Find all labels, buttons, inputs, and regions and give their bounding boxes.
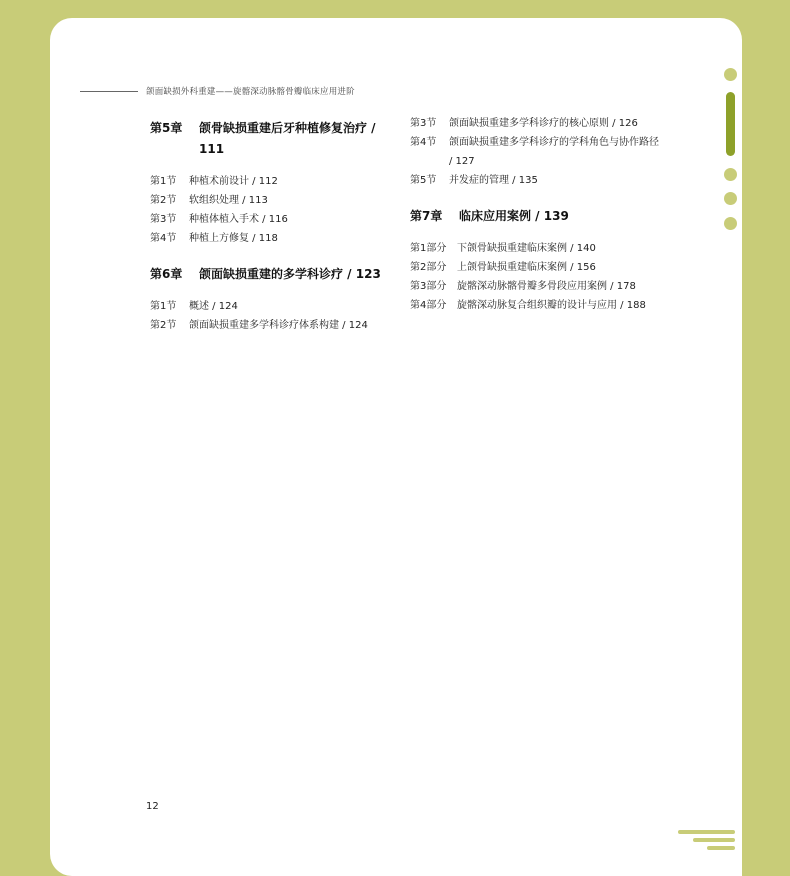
toc-entry[interactable] — [410, 133, 660, 171]
tab-dot — [724, 192, 737, 205]
section-title: 并发症的管理 / 135 — [449, 175, 538, 186]
spacer — [410, 227, 660, 239]
tab-dot — [724, 217, 737, 230]
toc-entry[interactable] — [410, 277, 660, 296]
spacer — [410, 190, 660, 206]
toc-right-column — [410, 114, 660, 315]
part-number: 第3部分 — [410, 281, 447, 292]
section-number: 第1节 — [150, 301, 177, 312]
section-number: 第5节 — [410, 175, 437, 186]
toc-entry[interactable] — [150, 229, 390, 248]
chapter-title: 颌面缺损重建的多学科诊疗 / 123 — [199, 267, 381, 281]
active-tab-bar — [726, 92, 735, 156]
stripe — [693, 838, 735, 842]
toc-entry[interactable] — [150, 210, 390, 229]
section-title: 种植上方修复 / 118 — [189, 233, 278, 244]
chapter-6-heading[interactable] — [150, 264, 390, 285]
toc-left-column — [150, 118, 390, 335]
chapter-5-heading[interactable] — [150, 118, 390, 160]
toc-entry[interactable] — [410, 258, 660, 277]
part-title: 旋髂深动脉复合组织瓣的设计与应用 / 188 — [457, 300, 646, 311]
chapter-number: 第6章 — [150, 267, 183, 281]
section-title: 概述 / 124 — [189, 301, 238, 312]
tab-dot — [724, 168, 737, 181]
section-number: 第1节 — [150, 176, 177, 187]
chapter-title: 临床应用案例 / 139 — [459, 209, 569, 223]
section-number: 第3节 — [410, 118, 437, 129]
toc-entry[interactable] — [410, 239, 660, 258]
chapter-title: 颌骨缺损重建后牙种植修复治疗 / 111 — [199, 121, 376, 156]
tab-dot — [724, 68, 737, 81]
toc-entry[interactable] — [150, 172, 390, 191]
toc-entry[interactable] — [410, 296, 660, 315]
spacer — [150, 248, 390, 264]
part-title: 旋髂深动脉髂骨瓣多骨段应用案例 / 178 — [457, 281, 636, 292]
section-title: 颌面缺损重建多学科诊疗的核心原则 / 126 — [449, 118, 638, 129]
section-number: 第2节 — [150, 320, 177, 331]
section-number: 第3节 — [150, 214, 177, 225]
toc-entry[interactable] — [150, 316, 390, 335]
part-number: 第2部分 — [410, 262, 447, 273]
section-title: 颌面缺损重建多学科诊疗体系构建 / 124 — [189, 320, 368, 331]
part-title: 下颌骨缺损重建临床案例 / 140 — [457, 243, 596, 254]
page-number: 12 — [146, 801, 159, 812]
stripe — [707, 846, 735, 850]
toc-entry[interactable] — [410, 171, 660, 190]
section-title: 种植体植入手术 / 116 — [189, 214, 288, 225]
section-title: 种植术前设计 / 112 — [189, 176, 278, 187]
section-number: 第4节 — [150, 233, 177, 244]
section-number: 第4节 — [410, 137, 437, 148]
part-title: 上颌骨缺损重建临床案例 / 156 — [457, 262, 596, 273]
chapter-7-heading[interactable] — [410, 206, 660, 227]
toc-entry[interactable] — [150, 191, 390, 210]
running-title: 颌面缺损外科重建——旋髂深动脉髂骨瓣临床应用进阶 — [146, 87, 355, 97]
section-title: 软组织处理 / 113 — [189, 195, 268, 206]
toc-entry[interactable] — [150, 297, 390, 316]
section-title: 颌面缺损重建多学科诊疗的学科角色与协作路径 / 127 — [449, 137, 659, 167]
chapter-number: 第7章 — [410, 209, 443, 223]
spacer — [150, 285, 390, 297]
chapter-number: 第5章 — [150, 121, 183, 135]
part-number: 第1部分 — [410, 243, 447, 254]
stripe — [678, 830, 735, 834]
section-number: 第2节 — [150, 195, 177, 206]
header-rule — [80, 91, 138, 92]
spacer — [150, 160, 390, 172]
toc-entry[interactable] — [410, 114, 660, 133]
part-number: 第4部分 — [410, 300, 447, 311]
